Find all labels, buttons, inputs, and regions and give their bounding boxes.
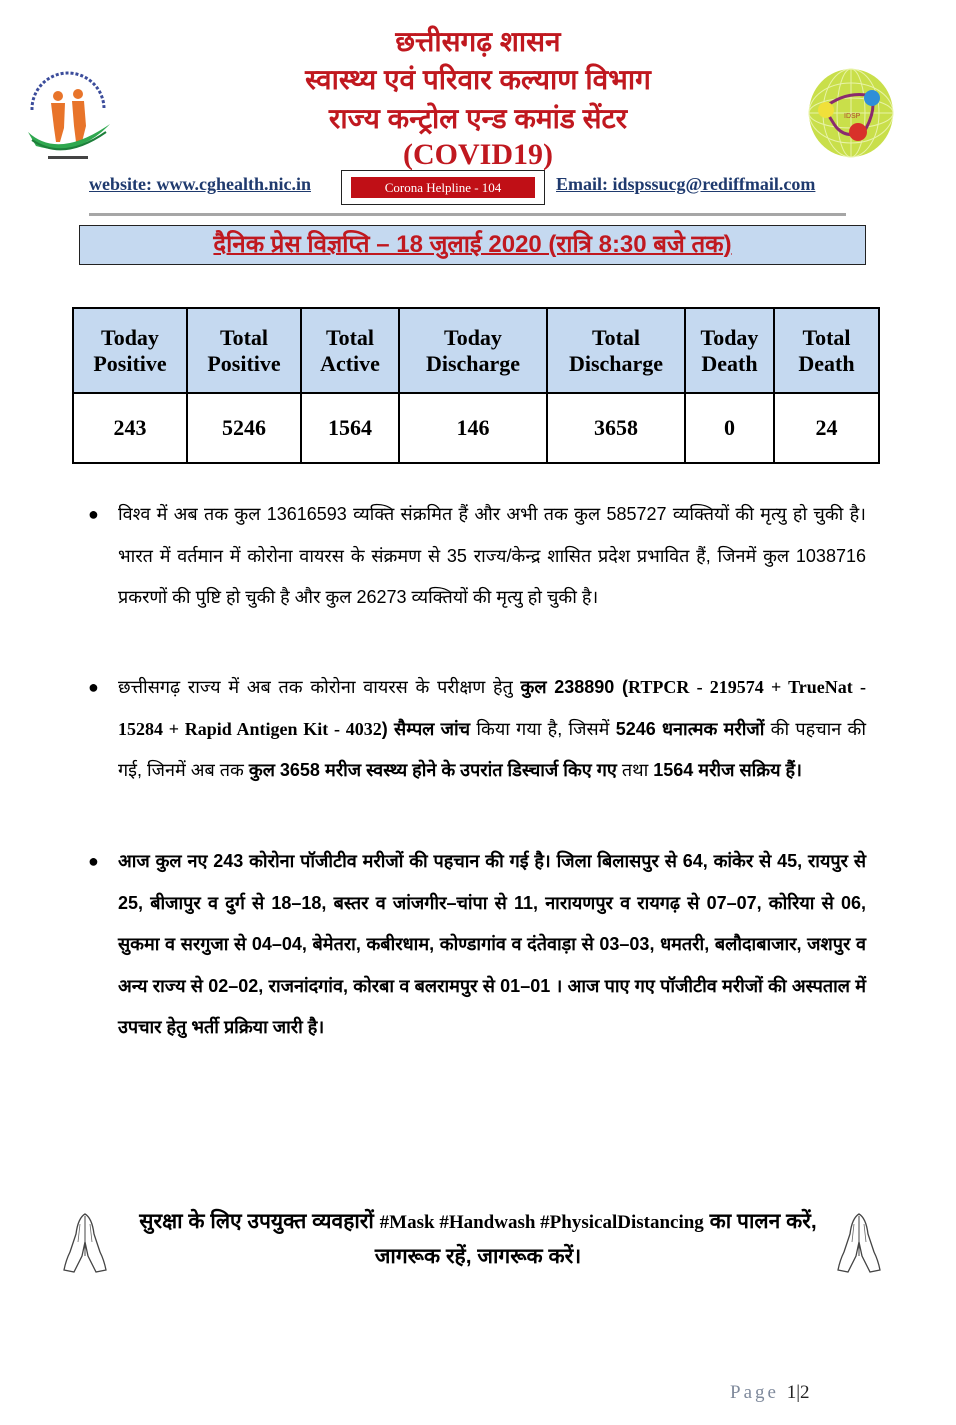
message-text: का पालन करें, जागरूक रहें, जागरूक करें। [374,1210,817,1268]
helpline-label: Corona Helpline - 104 [351,177,535,198]
header-text: Today [444,324,502,350]
header-line-covid19: (COVID19) [403,138,553,171]
namaste-hands-icon [836,1212,882,1274]
header-today-discharge [399,308,547,393]
header-today-death [685,308,774,393]
bullet-text [118,667,866,792]
bullet-text: विश्व में अब तक कुल 13616593 व्यक्ति संक्रमित हैं और अभी तक कुल 585727 व्यक्तियों की मृत्यु हो चुकी है। भारत में वर्तमान में कोरोना वायरस के संक्रमण से 35 राज्य/केन्द्र शासित प्रदेश प्रभावित हैं, जिनमें कुल 1038716 प्रकरणों की पुष्टि हो चुकी है और कुल 26273 व्यक्तियों की मृत्यु हो चुकी है। [118,504,866,607]
page-separator: | [796,1382,800,1403]
bullet-icon: ● [88,851,99,871]
awareness-message [110,1205,846,1274]
bullet-world-india-stats [88,494,866,619]
header-text: Total [802,324,851,350]
header-text: Active [320,350,380,376]
header-line-govt: छत्तीसगढ़ शासन [395,26,561,57]
test-breakdown: RTPCR - 219574 + TrueNat - 15284 + Rapid Antigen Kit - 4032 [118,677,866,739]
text-run-bold: कुल 238890 ( [520,677,629,697]
website-link[interactable]: website: www.cghealth.nic.in [89,174,311,194]
header-text: Total [325,324,375,350]
header-total-positive [187,308,301,393]
idsp-logo-icon [806,66,896,160]
text-run: तथा [616,760,654,780]
table-row [73,393,879,463]
header-total-active [301,308,399,393]
header-today-positive [73,308,187,393]
hashtags: #Mask #Handwash #PhysicalDistancing [379,1212,704,1233]
message-text: सुरक्षा के लिए उपयुक्त व्यवहारों [139,1210,380,1233]
table-header-row [73,308,879,393]
value-today-discharge: 146 [399,393,547,463]
page-number [730,1382,810,1404]
bullet-text: आज कुल नए 243 कोरोना पॉजीटीव मरीजों की पहचान की गई है। जिला बिलासपुर से 64, कांकेर से 45, रायपुर से 25, बीजापुर व दुर्ग से 18–18, बस्तर व जांजगीर–चांपा से 11, नारायणपुर व रायगढ़ से 07–07, कोरिया से 06, सुकमा व सरगुजा से 04–04, बेमेतरा, कबीरधाम, कोण्डागांव व दंतेवाड़ा से 03–03, धमतरी, बलौदाबाजार, जशपुर व अन्य राज्य से 02–02, राजनांदगांव, कोरबा व बलरामपुर से 01–01 । आज पाए गए पॉजीटीव मरीजों की अस्पताल में उपचार हेतु भर्ती प्रक्रिया जारी है। [118,851,866,1037]
header-text: Death [701,350,758,376]
bullet-state-testing [88,667,866,792]
header-text: Total [591,324,641,350]
text-run-bold: 5246 धनात्मक मरीजों [615,718,765,739]
header-line-command-center: राज्य कन्ट्रोल एन्ड कमांड सेंटर [328,103,628,134]
bullet-district-breakdown [88,841,866,1049]
chhattisgarh-health-logo-icon [18,70,118,166]
press-release-banner [79,225,866,265]
covid-stats-table [72,307,880,464]
email-link[interactable]: Email: idspssucg@rediffmail.com [556,174,816,194]
text-run: छत्तीसगढ़ राज्य में अब तक कोरोना वायरस के परीक्षण हेतु [118,677,521,697]
header-text: Discharge [568,350,664,376]
header-text: Today [700,324,759,350]
value-total-active: 1564 [301,393,399,463]
page-current: 1 [786,1382,797,1403]
header-text: Death [798,350,855,376]
header-total-discharge [547,308,685,393]
value-total-positive: 5246 [187,393,301,463]
header-text: Today [101,324,159,350]
page-label: Page [730,1382,779,1403]
header-text: Positive [207,350,281,376]
value-total-discharge: 3658 [547,393,685,463]
text-run: की पहचान की गई, जिनमें अब तक [118,718,867,780]
header-total-death [774,308,879,393]
header-divider [89,213,846,216]
header-text: Positive [93,350,167,376]
page-total: 2 [800,1382,810,1403]
text-run: किया गया है, जिसमें [470,718,616,739]
header-line-department: स्वास्थ्य एवं परिवार कल्याण विभाग [305,64,651,95]
text-run-bold: कुल 3658 मरीज स्वस्थ्य होने के उपरांत डिस्चार्ज किए गए [248,760,617,780]
bullet-icon: ● [88,677,99,697]
bullet-icon: ● [88,504,99,524]
text-run-bold: 1564 मरीज सक्रिय हैं। [653,760,802,780]
press-release-title: दैनिक प्रेस विज्ञप्ति – 18 जुलाई 2020 (रात्रि 8:30 बजे तक) [213,231,732,258]
value-today-death: 0 [685,393,774,463]
header-text: Discharge [425,350,521,376]
idsp-logo-text: IDSP [844,113,861,120]
text-run-bold: ) सैम्पल जांच [381,718,471,739]
value-today-positive: 243 [73,393,187,463]
header-text: Total [219,324,269,350]
namaste-hands-icon [62,1212,108,1274]
helpline-box [341,170,545,205]
value-total-death: 24 [774,393,879,463]
